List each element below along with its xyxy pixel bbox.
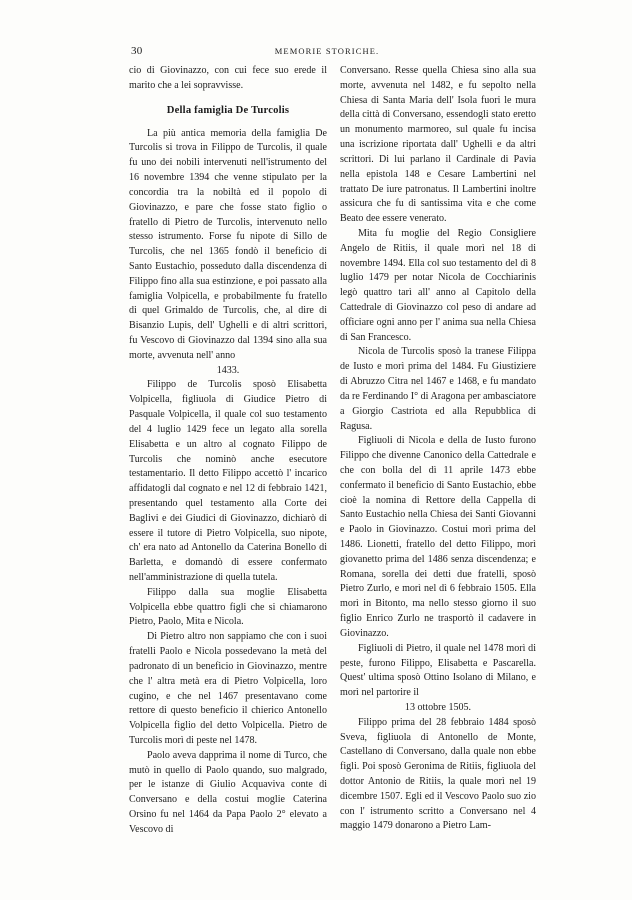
running-title: MEMORIE STORICHE. (274, 46, 380, 56)
page-number: 30 (131, 45, 143, 57)
paragraph: Mita fu moglie del Regio Consigliere Angelo de Ritiis, il quale morì nel 18 di novembre 1494. Ella col suo testamento del dì 8 luglio 1479 per notar Nicola de Cocchiarinis legò quattro tarì all' anno al Capitolo della Cattedrale di Giovinazzo col peso di andare ad officiare ogni anno per l' anima sua nella Chiesa di San Francesco. (340, 227, 536, 343)
right-column (340, 64, 536, 834)
paragraph: Nicola de Turcolis sposò la tranese Filippa de Iusto e morì prima del 1484. Fu Giustiziere di Abruzzo Citra nel 1467 e 1468, e fu mandato da re Ferdinando I° di Aragona per ambasciatore a Giorgio Castriota ed alla Repubblica di Ragusa. (340, 346, 536, 432)
paragraph: Paolo aveva dapprima il nome di Turco, che mutò in quello di Paolo quando, suo malgrado, per le istanze di Giulio Acquaviva conte di Conversano e della costui moglie Caterina Orsino fu nel 1464 da Papa Paolo 2° elevato a Vescovo di (129, 749, 327, 835)
paragraph-continuation: cio di Giovinazzo, con cui fece suo erede il marito che a lei sopravvisse. (129, 65, 327, 91)
paragraph: Filippo de Turcolis sposò Elisabetta Volpicella, figliuola di Giudice Pietro di Pasquale Volpicella, il quale col suo testamento del 4 luglio 1429 fece un legato alla sorella Elisabetta e un altro al cognato Filippo de Turcolis che nominò anche esecutore testamentario. Il detto Filippo accettò l' incarico affidatogli dal cognato e nel 12 di febbraio 1421, presentando quel testamento alla Corte dei Baglivi e dei Giudici di Giovinazzo, dichiarò di essere il tutore di Pietro Volpicella, suo nipote, ch' era nato ad Antonello da Caterina Bonello di Barletta, e domandò di essere confermato nell'amministrazione di quella tutela. (129, 379, 327, 583)
left-column (129, 64, 327, 838)
paragraph-year: 1433. (216, 364, 240, 376)
paragraph-date: 13 ottobre 1505. (404, 701, 472, 713)
paragraph: Figliuoli di Pietro, il quale nel 1478 morì di peste, furono Filippo, Elisabetta e Pascarella. Quest' ultima sposò Ottino Isolano di Milano, e morì nel partorire il (340, 642, 536, 699)
paragraph: Filippo dalla sua moglie Elisabetta Volpicella ebbe quattro figli che si chiamarono Pietro, Paolo, Mita e Nicola. (129, 586, 327, 628)
paragraph-continuation: Conversano. Resse quella Chiesa sino alla sua morte, avvenuta nel 1482, e fu sepolto nella Chiesa di Santa Maria dell' Isola fuori le mura della città di Conversano, essendogli stato eretto un monumento marmoreo, sul quale fu incisa una iscrizione riportata dall' Ughelli e da altri scrittori. Di lui parlano il Cardinale di Pavia nella epistola 148 e Cesare Lambertini nel trattato De iure patronatus. Il Lambertini inoltre assicura che fu di santissima vita e che come Beato dee essere venerato. (340, 65, 536, 225)
paragraph: Filippo prima del 28 febbraio 1484 sposò Sveva, figliuola di Antonello de Monte, Castellano di Conversano, dalla quale non ebbe figli. Poi sposò Geronima de Ritiis, figliuola del dottor Antonio de Ritiis, la quale morì nel 19 dicembre 1507. Egli ed il Vescovo Paolo suo zio con l' istrumento scritto a Conversano nel 4 maggio 1479 donarono a Pietro Lam- (340, 716, 536, 832)
paragraph: La più antica memoria della famiglia De Turcolis si trova in Filippo de Turcolis, il quale fu uno dei nobili intervenuti nell'istrumento del 16 novembre 1394 che venne stipulato per la concordia tra la nobiltà ed il popolo di Giovinazzo, e pare che fosse stato figlio o fratello di Pietro de Turcolis, intervenuto nello stesso istrumento. Forse fu nipote di Sillo de Turcolis, che nel 1365 fondò il beneficio di Santo Eustachio, posseduto dalla discendenza di Filippo fino alla sua estinzione, e poi passato alla famiglia Volpicella, e probabilmente fu fratello di quel Grimaldo de Turcolis, che, al dire di Bisanzio Lupis, dell' Ughelli e di altri scrittori, fu Vescovo di Giovinazzo dal 1394 sino alla sua morte, avvenuta nell' anno (129, 127, 327, 361)
section-title: Della famiglia De Turcolis (166, 104, 290, 116)
paragraph: Figliuoli di Nicola e della de Iusto furono Filippo che divenne Canonico della Cattedrale e che con bolla del dì 11 aprile 1473 ebbe confermato il beneficio di Santo Eustachio, ebbe cioè la nomina di Rettore della Cappella di Santo Eustachio nella Chiesa dei Santi Giovanni e Paolo in Giovinazzo. Costui morì prima del 1486. Lionetti, fratello del detto Filippo, morì giovanetto prima del 1486 senza discendenza; e Romana, sorella dei detti due fratelli, sposò Pietro Zurlo, e morì nel dì 6 febbraio 1505. Ella morì in Bitonto, ma nello stesso giorno il suo figlio Enrico Zurlo ne trasportò il cadavere in Giovinazzo. (340, 435, 536, 639)
paragraph: Di Pietro altro non sappiamo che con i suoi fratelli Paolo e Nicola possedevano la metà del padronato di un beneficio in Giovinazzo, mentre che l' altra metà era di Pietro Volpicella, loro cugino, e che nel 1467 presentavano come rettore di questo beneficio il chierico Antonello Volpicella figlio del detto Volpicella. Pietro de Turcolis morì di peste nel 1478. (129, 631, 327, 746)
page-header (131, 44, 523, 58)
